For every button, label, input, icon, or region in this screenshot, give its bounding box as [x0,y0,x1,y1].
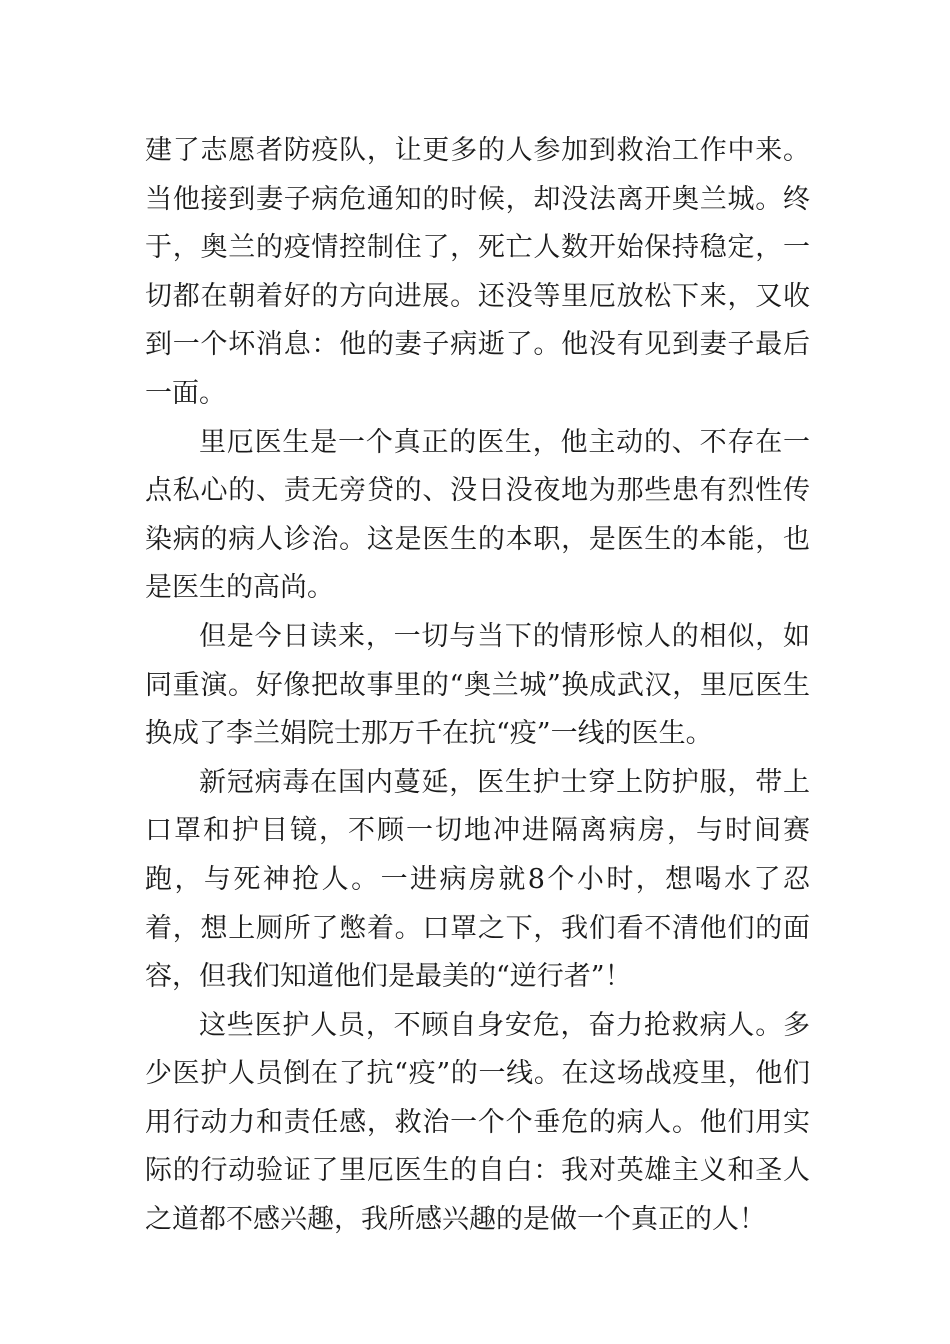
document-body [145,127,810,1245]
paragraph-continuation: 建了志愿者防疫队，让更多的人参加到救治工作中来。当他接到妻子病危通知的时候，却没法离开奥兰城。终于，奥兰的疫情控制住了，死亡人数开始保持稳定，一切都在朝着好的方向进展。还没等里厄放松下来，又收到一个坏消息：他的妻子病逝了。他没有见到妻子最后一面。 [145,135,810,409]
paragraph-medical-staff: 这些医护人员，不顾自身安危，奋力抢救病人。多少医护人员倒在了抗“疫”的一线。在这场战疫里，他们用行动力和责任感，救治一个个垂危的病人。他们用实际的行动验证了里厄医生的自白：我对英雄主义和圣人之道都不感兴趣，我所感兴趣的是做一个真正的人！ [145,1009,810,1236]
paragraph-doctor-rieux: 里厄医生是一个真正的医生，他主动的、不存在一点私心的、责无旁贷的、没日没夜地为那些患有烈性传染病的病人诊治。这是医生的本职，是医生的本能，也是医生的高尚。 [145,426,810,604]
paragraph-today-reading: 但是今日读来，一切与当下的情形惊人的相似，如同重演。好像把故事里的“奥兰城”换成武汉，里厄医生换成了李兰娟院士那万千在抗“疫”一线的医生。 [145,620,810,750]
paragraph-covid-spread: 新冠病毒在国内蔓延，医生护士穿上防护服，带上口罩和护目镜，不顾一切地冲进隔离病房，与时间赛跑，与死神抢人。一进病房就8个小时，想喝水了忍着，想上厕所了憋着。口罩之下，我们看不清他们的面容，但我们知道他们是最美的“逆行者”！ [145,766,810,993]
